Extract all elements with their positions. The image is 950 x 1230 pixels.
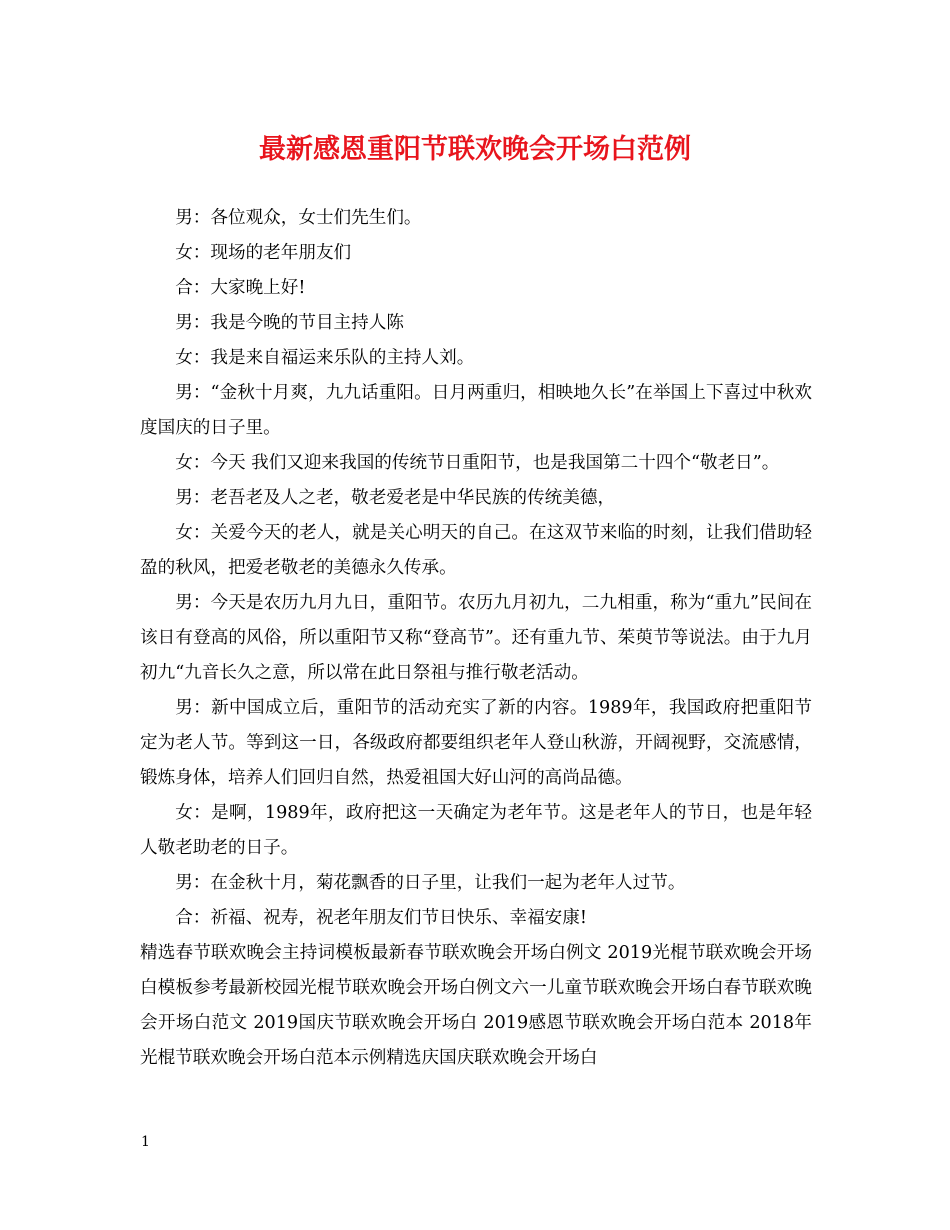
related-articles-text: 精选春节联欢晚会主持词模板最新春节联欢晚会开场白例文 2019光棍节联欢晚会开场白模板参考最新校园光棍节联欢晚会开场白例文六一儿童节联欢晚会开场白春节联欢晚会开场白范文 2019国庆节联欢晚会开场白 2019感恩节联欢晚会开场白范本 2018年光棍节联欢晚会开场白范本示例精选庆国庆联欢晚会开场白	[140, 943, 812, 1068]
paragraph: 男：今天是农历九月九日，重阳节。农历九月初九，二九相重，称为“重九”民间在该日有登高的风俗，所以重阳节又称“登高节”。还有重九节、茱萸节等说法。由于九月初九“九音长久之意，所以常在此日祭祖与推行敬老活动。	[140, 593, 812, 683]
paragraph: 男：在金秋十月，菊花飘香的日子里，让我们一起为老年人过节。	[175, 873, 686, 893]
paragraph: 女：今天 我们又迎来我国的传统节日重阳节，也是我国第二十四个“敬老日”。	[175, 453, 780, 473]
paragraph: 女：是啊，1989年，政府把这一天确定为老年节。这是老年人的节日，也是年轻人敬老助老的日子。	[140, 803, 812, 858]
paragraph: 女：我是来自福运来乐队的主持人刘。	[175, 348, 475, 368]
paragraph: 合：祈福、祝寿，祝老年朋友们节日快乐、幸福安康!	[175, 908, 587, 928]
paragraph: 男：老吾老及人之老，敬老爱老是中华民族的传统美德，	[175, 488, 616, 508]
document-body	[140, 201, 812, 1076]
paragraph: 男：“金秋十月爽，九九话重阳。日月两重归，相映地久长”在举国上下喜过中秋欢度国庆的日子里。	[140, 383, 812, 438]
document-title: 最新感恩重阳节联欢晚会开场白范例	[259, 134, 691, 165]
paragraph: 男：新中国成立后，重阳节的活动充实了新的内容。1989年，我国政府把重阳节定为老人节。等到这一日，各级政府都要组织老年人登山秋游，开阔视野，交流感情，锻炼身体，培养人们回归自然，热爱祖国大好山河的高尚品德。	[140, 698, 812, 788]
paragraph: 男：我是今晚的节目主持人陈	[175, 313, 404, 333]
paragraph: 女：现场的老年朋友们	[175, 243, 352, 263]
paragraph: 合：大家晚上好!	[175, 278, 306, 298]
paragraph: 男：各位观众，女士们先生们。	[175, 208, 422, 228]
paragraph: 女：关爱今天的老人，就是关心明天的自己。在这双节来临的时刻，让我们借助轻盈的秋风，把爱老敬老的美德永久传承。	[140, 523, 812, 578]
page-number: 1	[141, 1134, 150, 1150]
